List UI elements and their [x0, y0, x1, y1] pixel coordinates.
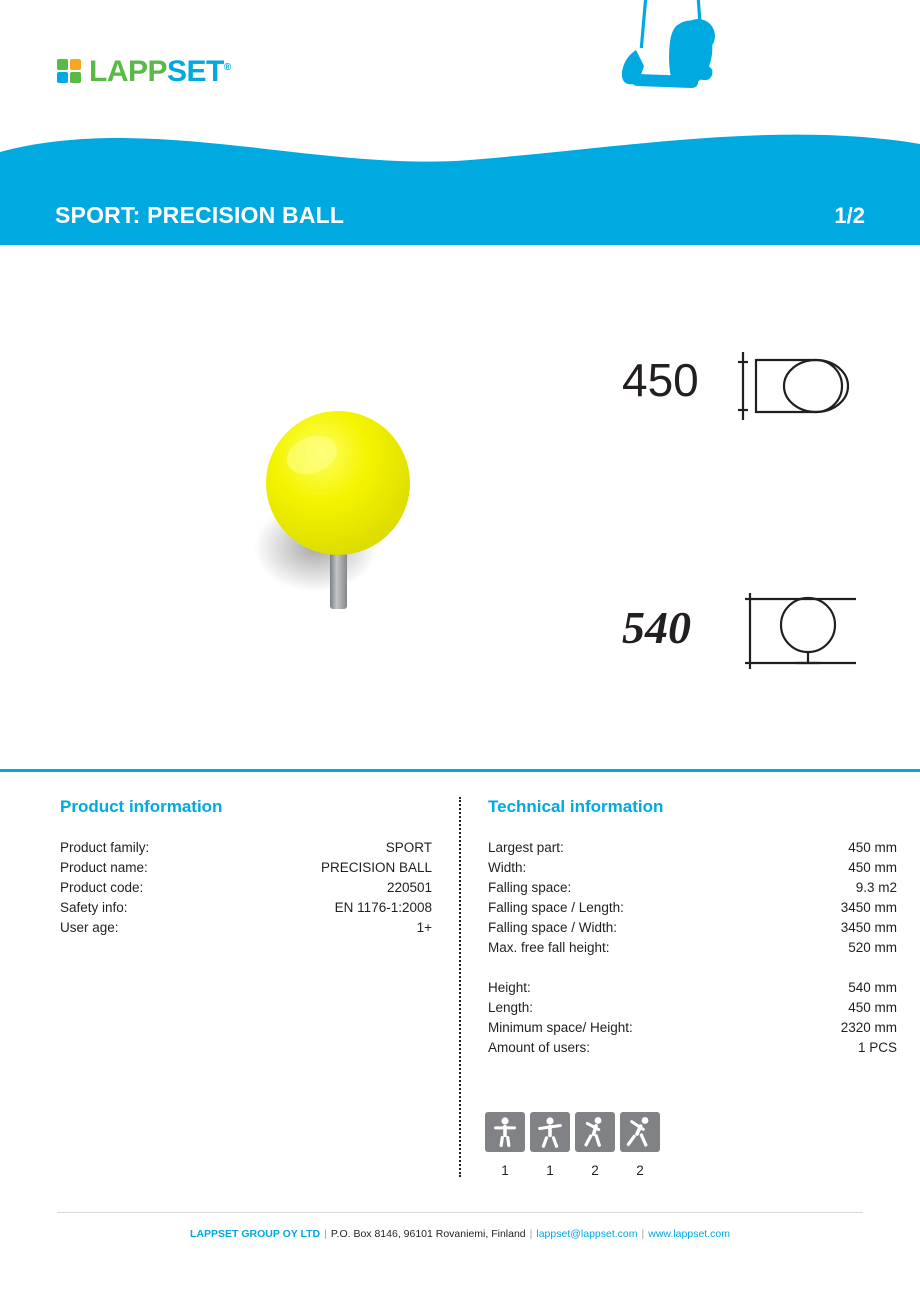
- information-section: [0, 772, 920, 1212]
- footer-address: P.O. Box 8146, 96101 Rovaniemi, Finland: [330, 1228, 526, 1240]
- walking-person-icon: [530, 1112, 570, 1152]
- spec-value: 2320 mm: [840, 1019, 897, 1035]
- column-separator: [459, 797, 461, 1177]
- product-information-heading: Product information: [60, 797, 223, 816]
- spec-label: Max. free fall height:: [488, 940, 610, 956]
- page-title: SPORT: PRECISION BALL: [55, 202, 345, 228]
- spec-label: Product name:: [60, 860, 148, 876]
- lappset-logo-mark-icon: [57, 59, 83, 85]
- spec-value: 1+: [416, 920, 432, 936]
- running-person-icon: [575, 1112, 615, 1152]
- pictogram-item: [485, 1112, 525, 1178]
- technical-information-table: [485, 839, 897, 1059]
- footer-separator: |: [529, 1228, 533, 1240]
- table-row: [57, 839, 432, 859]
- spec-value: 540 mm: [848, 979, 897, 995]
- spec-value: 450 mm: [848, 999, 897, 1015]
- spec-label: Width:: [488, 860, 527, 876]
- logo-text-part1: LAPP: [89, 55, 168, 88]
- child-on-swing-illustration: [580, 0, 780, 136]
- spec-label: Amount of users:: [488, 1039, 591, 1055]
- technical-information-heading: Technical information: [488, 797, 664, 816]
- technical-drawing-side-view: [620, 585, 910, 695]
- technical-information-column: [485, 797, 897, 1059]
- spec-label: Product code:: [60, 880, 144, 896]
- table-row: [485, 899, 897, 919]
- logo-text-part2: SET: [167, 55, 224, 88]
- table-row: [485, 879, 897, 899]
- table-row: [485, 1019, 897, 1039]
- technical-drawing-top-view: [620, 340, 910, 450]
- spec-label: Length:: [488, 999, 534, 1015]
- table-row: [57, 879, 432, 899]
- pictogram-count: 2: [591, 1163, 599, 1178]
- footer-separator: |: [641, 1228, 645, 1240]
- spec-value: EN 1176-1:2008: [334, 900, 432, 916]
- table-row: [485, 919, 897, 939]
- spec-label: Safety info:: [60, 900, 128, 916]
- product-photo-precision-ball: [230, 395, 480, 645]
- spec-value: 220501: [386, 880, 432, 896]
- pictogram-count: 1: [501, 1163, 509, 1178]
- table-row: [485, 979, 897, 999]
- page-header: [0, 0, 920, 245]
- pictogram-item: [575, 1112, 615, 1178]
- dimension-label-540: 540: [622, 602, 691, 653]
- table-row: [485, 999, 897, 1019]
- spec-value: 450 mm: [848, 860, 897, 876]
- spec-value: SPORT: [385, 840, 432, 855]
- product-visuals: [0, 245, 920, 770]
- spec-label: Largest part:: [488, 840, 564, 855]
- jumping-person-icon: [620, 1112, 660, 1152]
- footer-separator: |: [324, 1228, 327, 1240]
- footer-divider: [57, 1212, 863, 1213]
- logo-registered-mark: ®: [223, 62, 231, 73]
- table-row: [485, 1039, 897, 1059]
- spec-label: Falling space / Length:: [488, 900, 624, 916]
- spec-value: 9.3 m2: [855, 880, 897, 896]
- spec-value: 1 PCS: [857, 1039, 897, 1055]
- table-row-spacer: [485, 960, 897, 979]
- pictogram-count: 2: [636, 1163, 644, 1178]
- spec-label: User age:: [60, 920, 119, 936]
- spec-label: Falling space / Width:: [488, 920, 618, 936]
- standing-person-icon: [485, 1112, 525, 1152]
- footer-email-link[interactable]: lappset@lappset.com: [536, 1228, 638, 1240]
- pictogram-item: [530, 1112, 570, 1178]
- table-row: [485, 859, 897, 879]
- lappset-logo-wordmark: [89, 57, 231, 87]
- page-footer: [0, 1228, 920, 1240]
- document-title-bar: [0, 186, 920, 245]
- pictogram-count: 1: [546, 1163, 554, 1178]
- spec-label: Height:: [488, 979, 531, 995]
- dimension-label-450: 450: [622, 354, 699, 406]
- table-row: [57, 859, 432, 879]
- spec-value: PRECISION BALL: [320, 860, 432, 876]
- footer-website-link[interactable]: www.lappset.com: [648, 1228, 730, 1240]
- spec-label: Minimum space/ Height:: [488, 1019, 633, 1035]
- pictogram-item: [620, 1112, 660, 1178]
- product-information-column: [57, 797, 432, 939]
- table-row: [57, 899, 432, 919]
- lappset-logo: [57, 57, 231, 87]
- spec-value: 450 mm: [848, 840, 897, 855]
- spec-value: 520 mm: [848, 940, 897, 956]
- table-row: [485, 839, 897, 859]
- activity-pictogram-row: [485, 1112, 665, 1178]
- page-number: 1/2: [834, 202, 865, 228]
- product-information-table: [57, 839, 432, 939]
- table-row: [57, 919, 432, 939]
- spec-value: 3450 mm: [840, 920, 897, 936]
- footer-company-name: LAPPSET GROUP OY LTD: [190, 1228, 321, 1240]
- spec-value: 3450 mm: [840, 900, 897, 916]
- spec-label: Falling space:: [488, 880, 572, 896]
- table-row: [485, 939, 897, 959]
- spec-label: Product family:: [60, 840, 150, 855]
